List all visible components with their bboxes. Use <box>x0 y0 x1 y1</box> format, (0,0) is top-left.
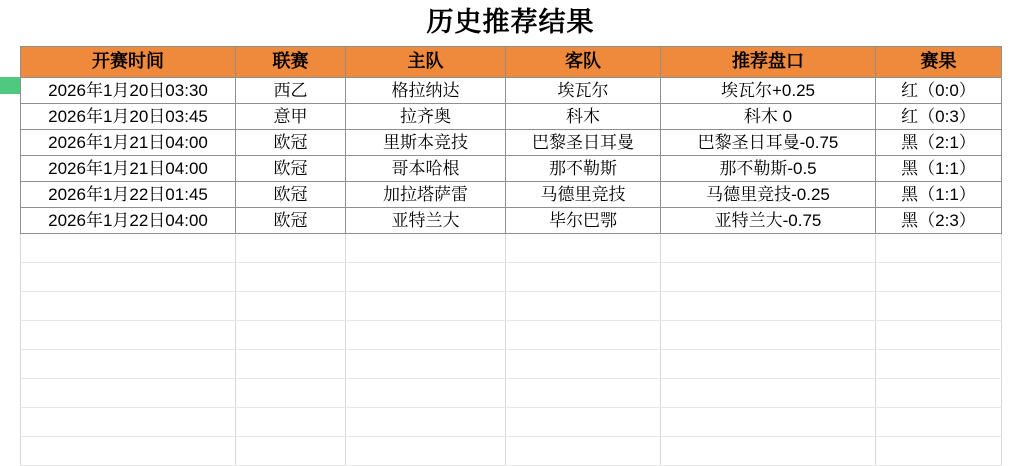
empty-cell <box>21 408 236 437</box>
cell-result: 黑（1:1） <box>876 182 1002 208</box>
empty-cell <box>506 292 661 321</box>
empty-cell <box>661 321 876 350</box>
cell-away: 巴黎圣日耳曼 <box>506 130 661 156</box>
empty-cell <box>876 408 1002 437</box>
cell-home: 哥本哈根 <box>346 156 506 182</box>
cell-away: 那不勒斯 <box>506 156 661 182</box>
cell-time: 2026年1月22日04:00 <box>21 208 236 234</box>
empty-row <box>21 408 1002 437</box>
empty-cell <box>346 379 506 408</box>
table-row <box>21 78 1002 104</box>
empty-row <box>21 350 1002 379</box>
empty-cell <box>661 263 876 292</box>
cell-league: 欧冠 <box>236 130 346 156</box>
empty-cell <box>346 321 506 350</box>
empty-cell <box>506 379 661 408</box>
cell-home: 加拉塔萨雷 <box>346 182 506 208</box>
empty-cell <box>876 437 1002 466</box>
empty-grid-body <box>21 234 1002 466</box>
empty-row <box>21 263 1002 292</box>
column-header-away: 客队 <box>506 47 661 78</box>
table-row <box>21 208 1002 234</box>
empty-cell <box>661 292 876 321</box>
cell-home: 拉齐奥 <box>346 104 506 130</box>
row-accent-marker <box>0 77 20 94</box>
empty-cell <box>21 379 236 408</box>
cell-pick: 埃瓦尔+0.25 <box>661 78 876 104</box>
cell-time: 2026年1月20日03:30 <box>21 78 236 104</box>
cell-league: 西乙 <box>236 78 346 104</box>
cell-pick: 亚特兰大-0.75 <box>661 208 876 234</box>
cell-away: 埃瓦尔 <box>506 78 661 104</box>
page-title: 历史推荐结果 <box>426 7 595 37</box>
cell-result: 黑（2:1） <box>876 130 1002 156</box>
cell-time: 2026年1月22日01:45 <box>21 182 236 208</box>
history-results-table <box>20 46 1002 234</box>
empty-grid <box>20 234 1002 466</box>
empty-cell <box>506 350 661 379</box>
empty-cell <box>876 234 1002 263</box>
empty-row <box>21 437 1002 466</box>
column-header-result: 赛果 <box>876 47 1002 78</box>
cell-pick: 巴黎圣日耳曼-0.75 <box>661 130 876 156</box>
table-row <box>21 104 1002 130</box>
table-row <box>21 156 1002 182</box>
column-header-time: 开赛时间 <box>21 47 236 78</box>
empty-cell <box>21 350 236 379</box>
empty-cell <box>346 350 506 379</box>
cell-away: 马德里竞技 <box>506 182 661 208</box>
empty-cell <box>346 408 506 437</box>
empty-cell <box>661 437 876 466</box>
empty-cell <box>236 292 346 321</box>
empty-cell <box>876 350 1002 379</box>
empty-cell <box>661 350 876 379</box>
cell-time: 2026年1月21日04:00 <box>21 156 236 182</box>
empty-cell <box>876 292 1002 321</box>
empty-cell <box>236 379 346 408</box>
column-header-home: 主队 <box>346 47 506 78</box>
table-header <box>21 47 1002 78</box>
cell-pick: 那不勒斯-0.5 <box>661 156 876 182</box>
empty-cell <box>21 321 236 350</box>
empty-cell <box>506 408 661 437</box>
empty-cell <box>21 437 236 466</box>
empty-cell <box>21 263 236 292</box>
cell-pick: 科木 0 <box>661 104 876 130</box>
empty-cell <box>346 263 506 292</box>
empty-row <box>21 321 1002 350</box>
empty-cell <box>236 234 346 263</box>
cell-time: 2026年1月20日03:45 <box>21 104 236 130</box>
empty-cell <box>346 234 506 263</box>
empty-row <box>21 379 1002 408</box>
empty-cell <box>21 292 236 321</box>
table-row <box>21 130 1002 156</box>
cell-result: 黑（1:1） <box>876 156 1002 182</box>
empty-cell <box>661 379 876 408</box>
empty-cell <box>21 234 236 263</box>
empty-cell <box>346 292 506 321</box>
empty-cell <box>346 437 506 466</box>
cell-home: 里斯本竞技 <box>346 130 506 156</box>
cell-league: 欧冠 <box>236 156 346 182</box>
empty-cell <box>236 437 346 466</box>
empty-row <box>21 234 1002 263</box>
table-header-row <box>21 47 1002 78</box>
empty-cell <box>876 263 1002 292</box>
table-body <box>21 78 1002 234</box>
empty-cell <box>236 350 346 379</box>
empty-cell <box>661 234 876 263</box>
cell-result: 红（0:0） <box>876 78 1002 104</box>
table-row <box>21 182 1002 208</box>
cell-league: 欧冠 <box>236 182 346 208</box>
column-header-pick: 推荐盘口 <box>661 47 876 78</box>
cell-pick: 马德里竞技-0.25 <box>661 182 876 208</box>
empty-cell <box>876 379 1002 408</box>
empty-cell <box>506 321 661 350</box>
cell-home: 亚特兰大 <box>346 208 506 234</box>
empty-cell <box>506 263 661 292</box>
cell-league: 意甲 <box>236 104 346 130</box>
empty-cell <box>506 437 661 466</box>
empty-cell <box>876 321 1002 350</box>
empty-cell <box>236 321 346 350</box>
cell-home: 格拉纳达 <box>346 78 506 104</box>
empty-cell <box>236 263 346 292</box>
empty-cell <box>506 234 661 263</box>
cell-league: 欧冠 <box>236 208 346 234</box>
cell-away: 毕尔巴鄂 <box>506 208 661 234</box>
cell-away: 科木 <box>506 104 661 130</box>
empty-row <box>21 292 1002 321</box>
column-header-league: 联赛 <box>236 47 346 78</box>
empty-cell <box>236 408 346 437</box>
empty-cell <box>661 408 876 437</box>
cell-result: 红（0:3） <box>876 104 1002 130</box>
cell-time: 2026年1月21日04:00 <box>21 130 236 156</box>
cell-result: 黑（2:3） <box>876 208 1002 234</box>
